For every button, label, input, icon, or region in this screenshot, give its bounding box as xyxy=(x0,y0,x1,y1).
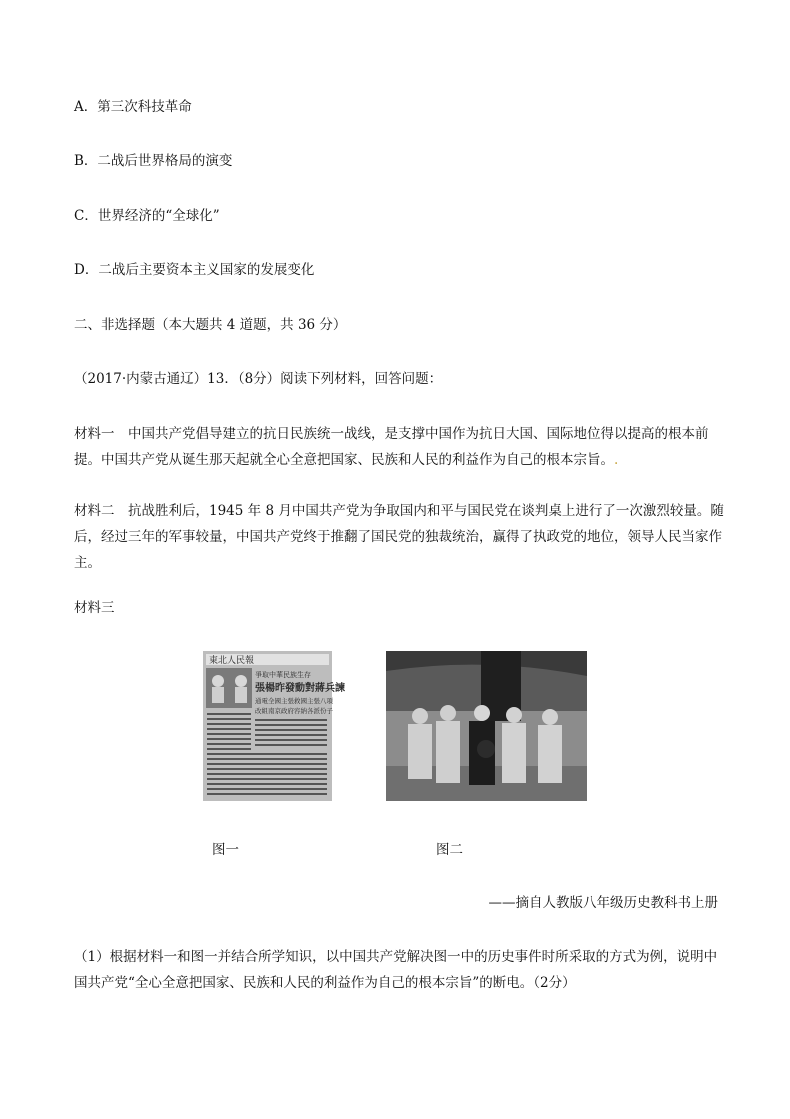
question-intro: （2017·内蒙古通辽）13．（8分）阅读下列材料，回答问题： xyxy=(74,371,443,387)
option-d: D．二战后主要资本主义国家的发展变化 xyxy=(74,262,315,278)
figure-2-photo xyxy=(386,651,587,801)
question-1: （1）根据材料一和图一并结合所学知识，以中国共产党解决图一中的历史事件时所采取的方式为例，说明中国共产党“全心全意把国家、民族和人民的利益作为自己的根本宗旨”的断电。（2分） xyxy=(74,949,718,991)
section-heading: 二、非选择题（本大题共 4 道题，共 36 分） xyxy=(74,317,347,333)
material-2: 材料二 抗战胜利后，1945 年 8 月中国共产党为争取国内和平与国民党在谈判桌上进行了一次激烈较量。随后，经过三年的军事较量，中国共产党终于推翻了国民党的独裁统治，赢得了执政党的地位，领导人民当家作主。 xyxy=(74,503,724,571)
newspaper-masthead: 東北人民報 xyxy=(209,656,255,666)
material-3-label: 材料三 xyxy=(74,600,115,616)
headline-line-4: 改組南京政府容納各派份子 xyxy=(255,707,333,715)
headline-line-2: 張楊昨發動對蔣兵諫 xyxy=(255,683,345,694)
group-photo-image xyxy=(386,651,587,801)
figure-1-newspaper xyxy=(203,651,345,801)
material-1-text: 材料一 中国共产党倡导建立的抗日民族统一战线，是支撑中国作为抗日大国、国际地位得以提高的根本前提。中国共产党从诞生那天起就全心全意把国家、民族和人民的利益作为自己的根本宗旨。 xyxy=(74,426,709,468)
headline-line-3: 通電全國主張救國主張八項 xyxy=(255,697,333,705)
option-a: A．第三次科技革命 xyxy=(74,99,192,115)
option-c: C．世界经济的“全球化” xyxy=(74,208,220,224)
material-1 xyxy=(74,421,724,473)
source-citation: ——摘自人教版八年级历史教科书上册 xyxy=(488,895,718,911)
figure-2-caption: 图二 xyxy=(436,842,463,858)
stray-mark: . xyxy=(614,452,619,468)
newspaper-image xyxy=(203,651,345,801)
headline-line-1: 爭取中華民族生存 xyxy=(255,671,311,679)
figure-1-caption: 图一 xyxy=(212,842,239,858)
option-b: B．二战后世界格局的演变 xyxy=(74,153,233,169)
